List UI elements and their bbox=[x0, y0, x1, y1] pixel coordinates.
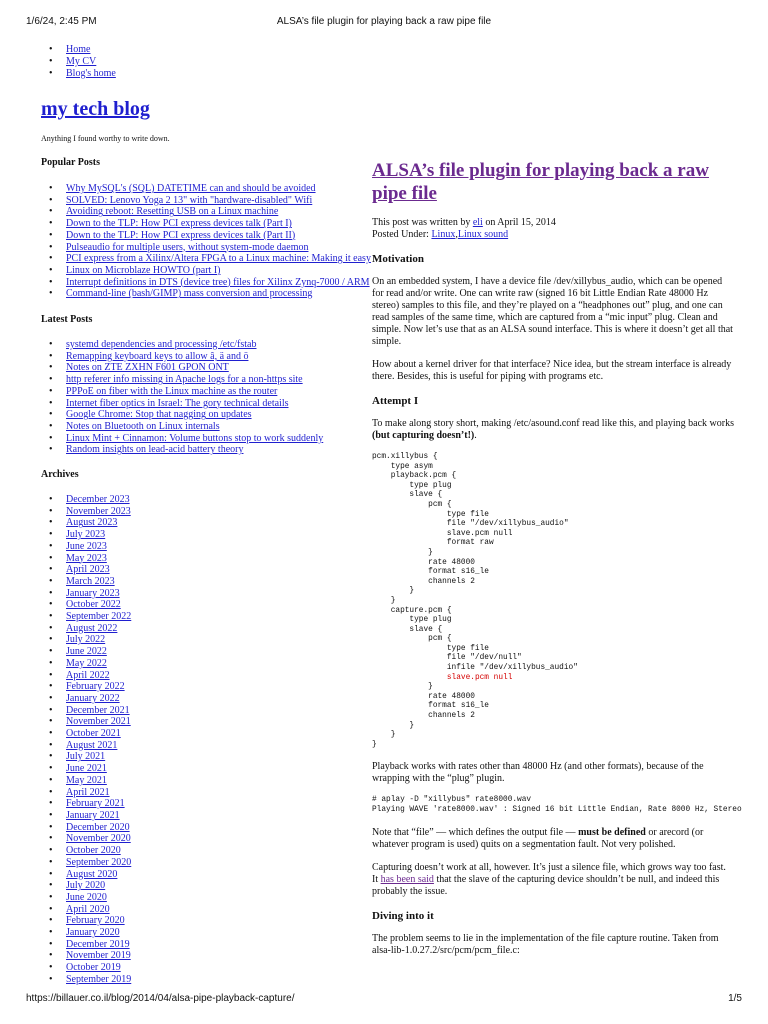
archive-month-item bbox=[44, 623, 131, 635]
archive-month-item bbox=[44, 845, 131, 857]
popular-post-item bbox=[44, 242, 371, 254]
archive-month-link[interactable]: November 2023 bbox=[66, 505, 131, 517]
archive-month-item bbox=[44, 646, 131, 658]
archive-month-item bbox=[44, 740, 131, 752]
archive-month-item bbox=[44, 634, 131, 646]
archive-month-link[interactable]: July 2023 bbox=[66, 529, 106, 541]
latest-post-item bbox=[44, 421, 323, 433]
archive-month-link[interactable]: September 2019 bbox=[66, 973, 132, 985]
archive-month-item bbox=[44, 494, 131, 506]
emphasis-capture-fails: (but capturing doesn’t!) bbox=[372, 430, 475, 441]
popular-post-link[interactable]: PCI express from a Xilinx/Altera FPGA to a Linux machine: Making it easy bbox=[66, 253, 371, 265]
archive-month-link[interactable]: December 2019 bbox=[66, 938, 130, 950]
paragraph-kernel-driver: How about a kernel driver for that interface? Nice idea, but the stream interface is already there. Besides, this is useful for piping with programs etc. bbox=[372, 359, 732, 382]
blog-title bbox=[41, 97, 150, 121]
latest-posts-heading: Latest Posts bbox=[41, 314, 93, 325]
aplay-code: # aplay -D "xillybus" rate8000.wav Playing WAVE 'rate8000.wav' : Signed 16 bit Little Endian, Rate 8000 Hz, Stereo bbox=[372, 796, 742, 814]
archive-month-item bbox=[44, 705, 131, 717]
archive-month-link[interactable]: July 2021 bbox=[66, 751, 106, 763]
post-meta: This post was written by eli on April 15, 2014 Posted Under: Linux,Linux sound bbox=[372, 217, 556, 240]
archive-month-link[interactable]: March 2023 bbox=[66, 575, 115, 587]
print-page-title: ALSA’s file plugin for playing back a raw pipe file bbox=[276, 16, 492, 27]
archive-month-link[interactable]: January 2023 bbox=[66, 587, 120, 599]
top-nav bbox=[44, 44, 116, 80]
post-article bbox=[372, 150, 742, 968]
archive-month-link[interactable]: June 2023 bbox=[66, 540, 107, 552]
archive-month-item bbox=[44, 962, 131, 974]
archive-month-item bbox=[44, 810, 131, 822]
archive-month-item bbox=[44, 775, 131, 787]
paragraph-file-note bbox=[372, 827, 734, 851]
paragraph-text: that the slave of the capturing device shouldn’t be null, and indeed this probably the issue. bbox=[372, 873, 720, 897]
latest-post-item bbox=[44, 339, 323, 351]
popular-post-item bbox=[44, 277, 371, 289]
popular-post-item bbox=[44, 230, 371, 242]
archive-month-item bbox=[44, 798, 131, 810]
archive-month-item bbox=[44, 950, 131, 962]
latest-post-item bbox=[44, 433, 323, 445]
archive-month-link[interactable]: June 2021 bbox=[66, 763, 107, 775]
archive-month-link[interactable]: October 2021 bbox=[66, 728, 121, 740]
archive-month-link[interactable]: July 2022 bbox=[66, 634, 106, 646]
popular-post-item bbox=[44, 183, 371, 195]
popular-posts-list bbox=[44, 183, 371, 300]
paragraph-text: or arecord (or whatever program is used) quits on a segmentation fault. Not very polished. bbox=[372, 826, 704, 850]
archive-month-link[interactable]: November 2021 bbox=[66, 716, 131, 728]
archive-month-item bbox=[44, 693, 131, 705]
post-date: on April 15, 2014 bbox=[482, 217, 556, 228]
print-url: https://billauer.co.il/blog/2014/04/alsa-pipe-playback-capture/ bbox=[26, 993, 295, 1004]
heading-diving: Diving into it bbox=[372, 909, 434, 922]
archive-month-item bbox=[44, 892, 131, 904]
archive-month-item bbox=[44, 880, 131, 892]
archive-month-link[interactable]: December 2023 bbox=[66, 494, 130, 505]
nav-item-home bbox=[44, 44, 116, 56]
archive-month-link[interactable]: April 2020 bbox=[66, 903, 110, 915]
popular-post-link[interactable]: Down to the TLP: How PCI express devices talk (Part I) bbox=[66, 218, 292, 230]
code-text: pcm.xillybus { type asym playback.pcm { type plug slave { pcm { type file file "/dev/xillybus_audio" slave.pcm null format raw } rate 48000 format s16_le channels 2 } } capture.pcm { type plug slave { pcm { type file file "/dev/null" infile "/dev/xillybus_audio" bbox=[372, 453, 578, 673]
archive-month-item bbox=[44, 974, 131, 986]
print-datetime: 1/6/24, 2:45 PM bbox=[26, 16, 97, 27]
archive-month-link[interactable]: April 2022 bbox=[66, 669, 110, 681]
popular-posts-heading: Popular Posts bbox=[41, 157, 100, 168]
archive-month-link[interactable]: August 2020 bbox=[66, 868, 118, 880]
archive-month-link[interactable]: May 2022 bbox=[66, 657, 107, 669]
archive-month-item bbox=[44, 787, 131, 799]
popular-post-item bbox=[44, 218, 371, 230]
latest-post-link[interactable]: Google Chrome: Stop that nagging on updates bbox=[66, 409, 252, 421]
nav-link-home[interactable]: Home bbox=[66, 44, 91, 55]
popular-post-link[interactable]: Down to the TLP: How PCI express devices talk (Part II) bbox=[66, 229, 296, 241]
archive-month-item bbox=[44, 576, 131, 588]
archive-month-item bbox=[44, 939, 131, 951]
archive-month-link[interactable]: September 2022 bbox=[66, 611, 132, 623]
paragraph-capture-issue bbox=[372, 862, 734, 898]
post-author-link[interactable]: eli bbox=[472, 217, 483, 228]
latest-post-link[interactable]: Random insights on lead-acid battery theory bbox=[66, 444, 244, 456]
post-title bbox=[372, 159, 734, 205]
archive-month-item bbox=[44, 927, 131, 939]
archive-month-link[interactable]: May 2023 bbox=[66, 552, 107, 564]
paragraph-text: Note that “file” — which defines the output file — bbox=[372, 826, 579, 838]
print-footer bbox=[0, 993, 768, 1007]
archive-month-item bbox=[44, 611, 131, 623]
latest-post-item bbox=[44, 351, 323, 363]
latest-post-link[interactable]: Notes on ZTE ZXHN F601 GPON ONT bbox=[66, 362, 229, 374]
emphasis-must-be-defined: must be defined bbox=[578, 826, 646, 838]
archive-month-link[interactable]: September 2020 bbox=[66, 856, 132, 868]
archive-month-link[interactable]: January 2022 bbox=[66, 692, 120, 704]
archive-month-link[interactable]: June 2020 bbox=[66, 891, 107, 903]
archive-month-item bbox=[44, 822, 131, 834]
latest-post-link[interactable]: Internet fiber optics in Israel: The gory technical details bbox=[66, 397, 289, 409]
latest-post-item bbox=[44, 386, 323, 398]
print-page-number: 1/5 bbox=[728, 993, 742, 1004]
popular-post-item bbox=[44, 288, 371, 300]
archive-month-item bbox=[44, 869, 131, 881]
latest-post-link[interactable]: systemd dependencies and processing /etc/fstab bbox=[66, 339, 257, 350]
paragraph-text: To make along story short, making /etc/asound.conf read like this, and playing back works bbox=[372, 418, 734, 429]
nav-link-cv[interactable]: My CV bbox=[66, 56, 97, 67]
archive-month-link[interactable]: February 2020 bbox=[66, 915, 125, 927]
print-header bbox=[0, 16, 768, 30]
latest-post-link[interactable]: Notes on Bluetooth on Linux internals bbox=[66, 420, 220, 432]
latest-post-item bbox=[44, 398, 323, 410]
asound-conf-code bbox=[372, 453, 734, 750]
popular-post-link[interactable]: Why MySQL's (SQL) DATETIME can and should be avoided bbox=[66, 183, 316, 194]
popular-post-link[interactable]: Avoiding reboot: Resetting USB on a Linux machine bbox=[66, 206, 279, 218]
popular-post-link[interactable]: Pulseaudio for multiple users, without system-mode daemon bbox=[66, 241, 309, 253]
archive-month-item bbox=[44, 670, 131, 682]
code-highlight: slave.pcm null bbox=[446, 673, 513, 682]
archive-month-link[interactable]: August 2023 bbox=[66, 517, 118, 529]
heading-motivation: Motivation bbox=[372, 253, 424, 265]
blog-title-link[interactable]: my tech blog bbox=[41, 98, 150, 120]
latest-post-item bbox=[44, 362, 323, 374]
archive-month-item bbox=[44, 658, 131, 670]
popular-post-link[interactable]: SOLVED: Lenovo Yoga 2 13" with "hardware-disabled" Wifi bbox=[66, 194, 313, 206]
archive-month-item bbox=[44, 833, 131, 845]
archive-month-item bbox=[44, 751, 131, 763]
archives-heading: Archives bbox=[41, 469, 79, 480]
posted-under-label: Posted Under: bbox=[372, 229, 432, 240]
archive-month-link[interactable]: May 2021 bbox=[66, 774, 107, 786]
archive-month-item bbox=[44, 529, 131, 541]
archive-month-link[interactable]: July 2020 bbox=[66, 880, 106, 892]
archive-month-link[interactable]: December 2020 bbox=[66, 821, 130, 833]
has-been-said-link[interactable]: has been said bbox=[380, 873, 434, 885]
popular-post-link[interactable]: Interrupt definitions in DTS (device tree) files for Xilinx Zynq-7000 / ARM bbox=[66, 276, 370, 288]
post-meta-prefix: This post was written by bbox=[372, 217, 473, 228]
archive-month-item bbox=[44, 681, 131, 693]
latest-post-link[interactable]: PPPoE on fiber with the Linux machine as the router bbox=[66, 385, 278, 397]
archive-month-item bbox=[44, 763, 131, 775]
nav-item-blog-home bbox=[44, 68, 116, 80]
post-title-link[interactable]: ALSA’s file plugin for playing back a raw pipe file bbox=[372, 160, 709, 204]
latest-post-item bbox=[44, 409, 323, 421]
archive-month-link[interactable]: October 2019 bbox=[66, 962, 121, 974]
nav-link-blog-home[interactable]: Blog's home bbox=[66, 68, 116, 79]
archive-month-link[interactable]: December 2021 bbox=[66, 704, 130, 716]
nav-item-cv bbox=[44, 56, 116, 68]
archive-month-link[interactable]: August 2022 bbox=[66, 622, 118, 634]
archive-month-link[interactable]: June 2022 bbox=[66, 646, 107, 658]
popular-post-item bbox=[44, 195, 371, 207]
archive-month-link[interactable]: February 2021 bbox=[66, 798, 125, 810]
blog-tagline: Anything I found worthy to write down. bbox=[41, 134, 170, 143]
archive-month-link[interactable]: October 2022 bbox=[66, 599, 121, 611]
category-link-linux-sound[interactable]: Linux sound bbox=[457, 229, 509, 240]
category-link-linux[interactable]: Linux bbox=[431, 229, 456, 240]
latest-post-link[interactable]: Remapping keyboard keys to allow â, ä and ö bbox=[66, 350, 249, 362]
latest-post-item bbox=[44, 374, 323, 386]
archive-month-item bbox=[44, 716, 131, 728]
archive-month-item bbox=[44, 517, 131, 529]
archive-month-link[interactable]: April 2021 bbox=[66, 786, 110, 798]
latest-post-item bbox=[44, 444, 323, 456]
archive-month-link[interactable]: January 2021 bbox=[66, 809, 120, 821]
paragraph-text: . bbox=[474, 430, 477, 441]
archive-month-item bbox=[44, 599, 131, 611]
archive-month-item bbox=[44, 588, 131, 600]
archive-month-link[interactable]: November 2020 bbox=[66, 833, 131, 845]
archive-month-item bbox=[44, 553, 131, 565]
archives-list bbox=[44, 494, 131, 986]
archive-month-item bbox=[44, 506, 131, 518]
archive-month-item bbox=[44, 904, 131, 916]
paragraph-playback-rates: Playback works with rates other than 48000 Hz (and other formats), because of the wrapping with the “plug” plugin. bbox=[372, 761, 704, 785]
archive-month-link[interactable]: January 2020 bbox=[66, 927, 120, 939]
archive-month-link[interactable]: October 2020 bbox=[66, 845, 121, 857]
popular-post-item bbox=[44, 206, 371, 218]
archive-month-item bbox=[44, 728, 131, 740]
paragraph-text: Capturing doesn’t work at all, however. It’s just a silence file, which grows way too fast. It bbox=[372, 861, 726, 885]
archive-month-item bbox=[44, 541, 131, 553]
archive-month-link[interactable]: November 2019 bbox=[66, 950, 131, 962]
latest-post-link[interactable]: Linux Mint + Cinnamon: Volume buttons stop to work suddenly bbox=[66, 432, 324, 444]
latest-post-link[interactable]: http referer info missing in Apache logs for a non-https site bbox=[66, 374, 303, 386]
paragraph-motivation: On an embedded system, I have a device file /dev/xillybus_audio, which can be opened for read and/or write. One can write raw (signed 16 bit Little Endian Rate 48000 Hz stereo) samples to this file, and they’re played on a “headphones out” plug, and one can read samples of the same time, which are captured from a “mic input” plug. Clean and simple. Now let’s use that as an ALSA sound interface. This is where it doesn’t get all that simple. bbox=[372, 276, 733, 347]
popular-post-item bbox=[44, 253, 371, 265]
archive-month-link[interactable]: April 2023 bbox=[66, 564, 110, 576]
archive-month-link[interactable]: February 2022 bbox=[66, 681, 125, 693]
code-text: } rate 48000 format s16_le channels 2 } } } bbox=[372, 683, 489, 749]
latest-posts-list bbox=[44, 339, 323, 456]
archive-month-link[interactable]: August 2021 bbox=[66, 739, 118, 751]
archive-month-item bbox=[44, 564, 131, 576]
popular-post-item bbox=[44, 265, 371, 277]
paragraph-diving: The problem seems to lie in the implementation of the file capture routine. Taken from alsa-lib-1.0.27.2/src/pcm/pcm_file.c: bbox=[372, 932, 719, 956]
archive-month-item bbox=[44, 915, 131, 927]
popular-post-link[interactable]: Command-line (bash/GIMP) mass conversion and processing bbox=[66, 288, 313, 300]
archive-month-item bbox=[44, 857, 131, 869]
paragraph-asound-conf bbox=[372, 418, 734, 442]
heading-attempt: Attempt I bbox=[372, 395, 419, 407]
popular-post-link[interactable]: Linux on Microblaze HOWTO (part I) bbox=[66, 264, 221, 276]
